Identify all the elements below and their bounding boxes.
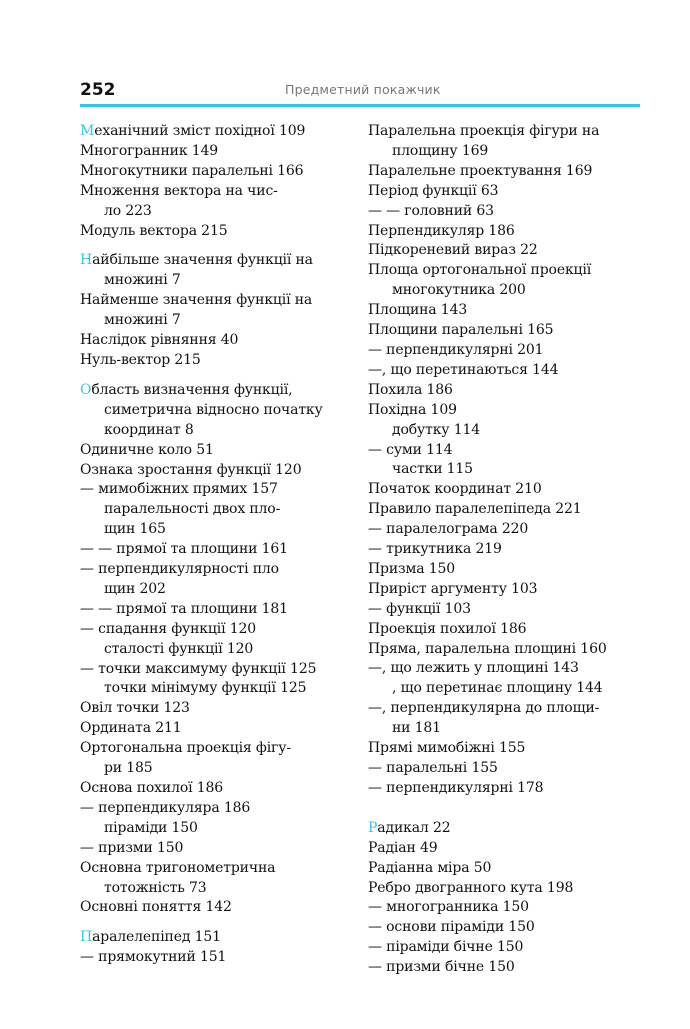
index-entry: — піраміди бічне 150 xyxy=(368,939,524,956)
index-entry: — прямокутний 151 xyxy=(80,949,227,966)
index-entry: паралельності двох пло- xyxy=(104,501,281,518)
index-entry: Проекція похилої 186 xyxy=(368,620,527,637)
index-entry: площину 169 xyxy=(392,142,489,159)
section-initial-letter: О xyxy=(80,381,92,398)
index-entry-text: айбільше значення функції на xyxy=(92,252,313,269)
index-entry: множині 7 xyxy=(104,272,181,289)
index-entry: —, перпендикулярна до площи- xyxy=(368,700,600,717)
index-entry: тотожність 73 xyxy=(104,879,207,896)
index-entry: щин 165 xyxy=(104,521,166,538)
index-entry: Одиничне коло 51 xyxy=(80,441,214,458)
index-entry: частки 115 xyxy=(392,461,473,478)
index-entry: Основні поняття 142 xyxy=(80,899,232,916)
index-entry: — паралельні 155 xyxy=(368,760,498,776)
index-section-start xyxy=(80,381,365,401)
index-entry: , що перетинає площину 144 xyxy=(392,680,603,697)
index-entry: Ортогональна проекція фігу- xyxy=(80,740,291,757)
index-entry: Радіанна міра 50 xyxy=(368,859,492,876)
index-entry: — — головний 63 xyxy=(368,202,494,219)
section-gap xyxy=(80,241,365,251)
index-entry-text: адикал 22 xyxy=(377,819,451,836)
index-entry: — трикутника 219 xyxy=(368,541,502,558)
index-entry: Початок координат 210 xyxy=(368,481,542,498)
index-entry: точки мінімуму функції 125 xyxy=(104,680,307,697)
index-entry: — мимобіжних прямих 157 xyxy=(80,481,278,498)
section-initial-letter: П xyxy=(80,929,93,946)
index-column-right xyxy=(368,122,658,978)
index-entry: добутку 114 xyxy=(392,421,480,438)
index-entry: Наслідок рівняння 40 xyxy=(80,332,239,349)
index-entry: сталості функції 120 xyxy=(104,640,254,657)
section-initial-letter: Р xyxy=(368,819,378,836)
index-entry: Радіан 49 xyxy=(368,839,438,856)
section-initial-letter: М xyxy=(80,123,95,139)
index-entry: — — прямої та площини 161 xyxy=(80,541,288,558)
index-entry: Прямі мимобіжні 155 xyxy=(368,740,526,757)
index-entry: Модуль вектора 215 xyxy=(80,222,228,239)
index-entry: Многогранник 149 xyxy=(80,142,219,159)
index-section-start xyxy=(80,122,365,142)
index-entry: — паралелограма 220 xyxy=(368,521,529,538)
index-entry: Найменше значення функції на xyxy=(80,292,313,309)
index-entry-text: аралелепіпед 151 xyxy=(92,929,221,946)
index-section-start xyxy=(368,819,658,839)
index-entry: множині 7 xyxy=(104,312,181,329)
index-entry: — перпендикулярності пло xyxy=(80,561,279,578)
index-entry: Приріст аргументу 103 xyxy=(368,580,538,597)
section-initial-letter: Н xyxy=(80,252,93,269)
index-entry: — перпендикуляра 186 xyxy=(80,799,251,816)
index-entry: — перпендикулярні 178 xyxy=(368,779,544,796)
index-entry: — основи піраміди 150 xyxy=(368,919,535,936)
index-entry: — точки максимуму функції 125 xyxy=(80,660,317,677)
index-entry: — спадання функції 120 xyxy=(80,620,256,637)
index-entry: Паралельне проектування 169 xyxy=(368,162,593,179)
index-entry: Многокутники паралельні 166 xyxy=(80,162,304,179)
index-entry: Перпендикуляр 186 xyxy=(368,222,515,239)
index-entry: Ребро двогранного кута 198 xyxy=(368,879,574,896)
index-entry: — призми бічне 150 xyxy=(368,959,515,976)
index-entry: — суми 114 xyxy=(368,441,453,458)
index-entry: Призма 150 xyxy=(368,560,456,577)
index-entry: ри 185 xyxy=(104,760,153,777)
index-entry: — многогранника 150 xyxy=(368,899,529,916)
index-entry: Ознака зростання функції 120 xyxy=(80,461,302,478)
index-entry: — функції 103 xyxy=(368,600,471,617)
index-entry: Основа похилої 186 xyxy=(80,780,224,796)
index-entry: — призми 150 xyxy=(80,839,184,856)
index-entry: Овіл точки 123 xyxy=(80,700,190,717)
index-entry: ло 223 xyxy=(104,202,152,219)
index-entry: щин 202 xyxy=(104,580,166,597)
page-header xyxy=(80,80,640,102)
index-entry: Площини паралельні 165 xyxy=(368,322,554,339)
index-entry: Період функції 63 xyxy=(368,182,499,199)
index-entry: Підкореневий вираз 22 xyxy=(368,242,538,259)
index-entry: симетрична відносно початку xyxy=(104,401,323,418)
index-entry: Похила 186 xyxy=(368,381,453,398)
index-section-start xyxy=(80,251,365,271)
index-entry: — перпендикулярні 201 xyxy=(368,341,544,358)
index-entry: многокутника 200 xyxy=(392,282,526,299)
index-column-left xyxy=(80,122,365,968)
section-gap xyxy=(80,371,365,381)
index-entry: координат 8 xyxy=(104,421,194,438)
index-entry: —, що лежить у площині 143 xyxy=(368,660,579,677)
index-entry: Основна тригонометрична xyxy=(80,859,276,876)
index-entry: Площа ортогональної проекції xyxy=(368,262,592,279)
index-entry: Правило паралелепіпеда 221 xyxy=(368,501,582,518)
index-entry: —, що перетинаються 144 xyxy=(368,361,559,378)
header-rule xyxy=(80,104,640,107)
index-entry: Паралельна проекція фігури на xyxy=(368,123,600,139)
index-entry-text: бласть визначення функції, xyxy=(91,381,293,398)
index-entry: ни 181 xyxy=(392,720,441,737)
section-gap xyxy=(368,799,658,819)
index-entry: Похідна 109 xyxy=(368,401,457,418)
index-section-start xyxy=(80,928,365,948)
index-entry-text: еханічний зміст похідної 109 xyxy=(94,123,306,139)
running-title: Предметний покажчик xyxy=(285,82,441,97)
index-entry: Нуль-вектор 215 xyxy=(80,351,201,368)
index-entry: Площина 143 xyxy=(368,302,468,319)
index-entry: піраміди 150 xyxy=(104,819,198,836)
section-gap xyxy=(80,918,365,928)
index-entry: Множення вектора на чис- xyxy=(80,182,278,199)
index-entry: Ордината 211 xyxy=(80,720,182,737)
page-number: 252 xyxy=(80,80,116,100)
index-entry: Пряма, паралельна площині 160 xyxy=(368,640,607,657)
index-entry: — — прямої та площини 181 xyxy=(80,600,288,617)
